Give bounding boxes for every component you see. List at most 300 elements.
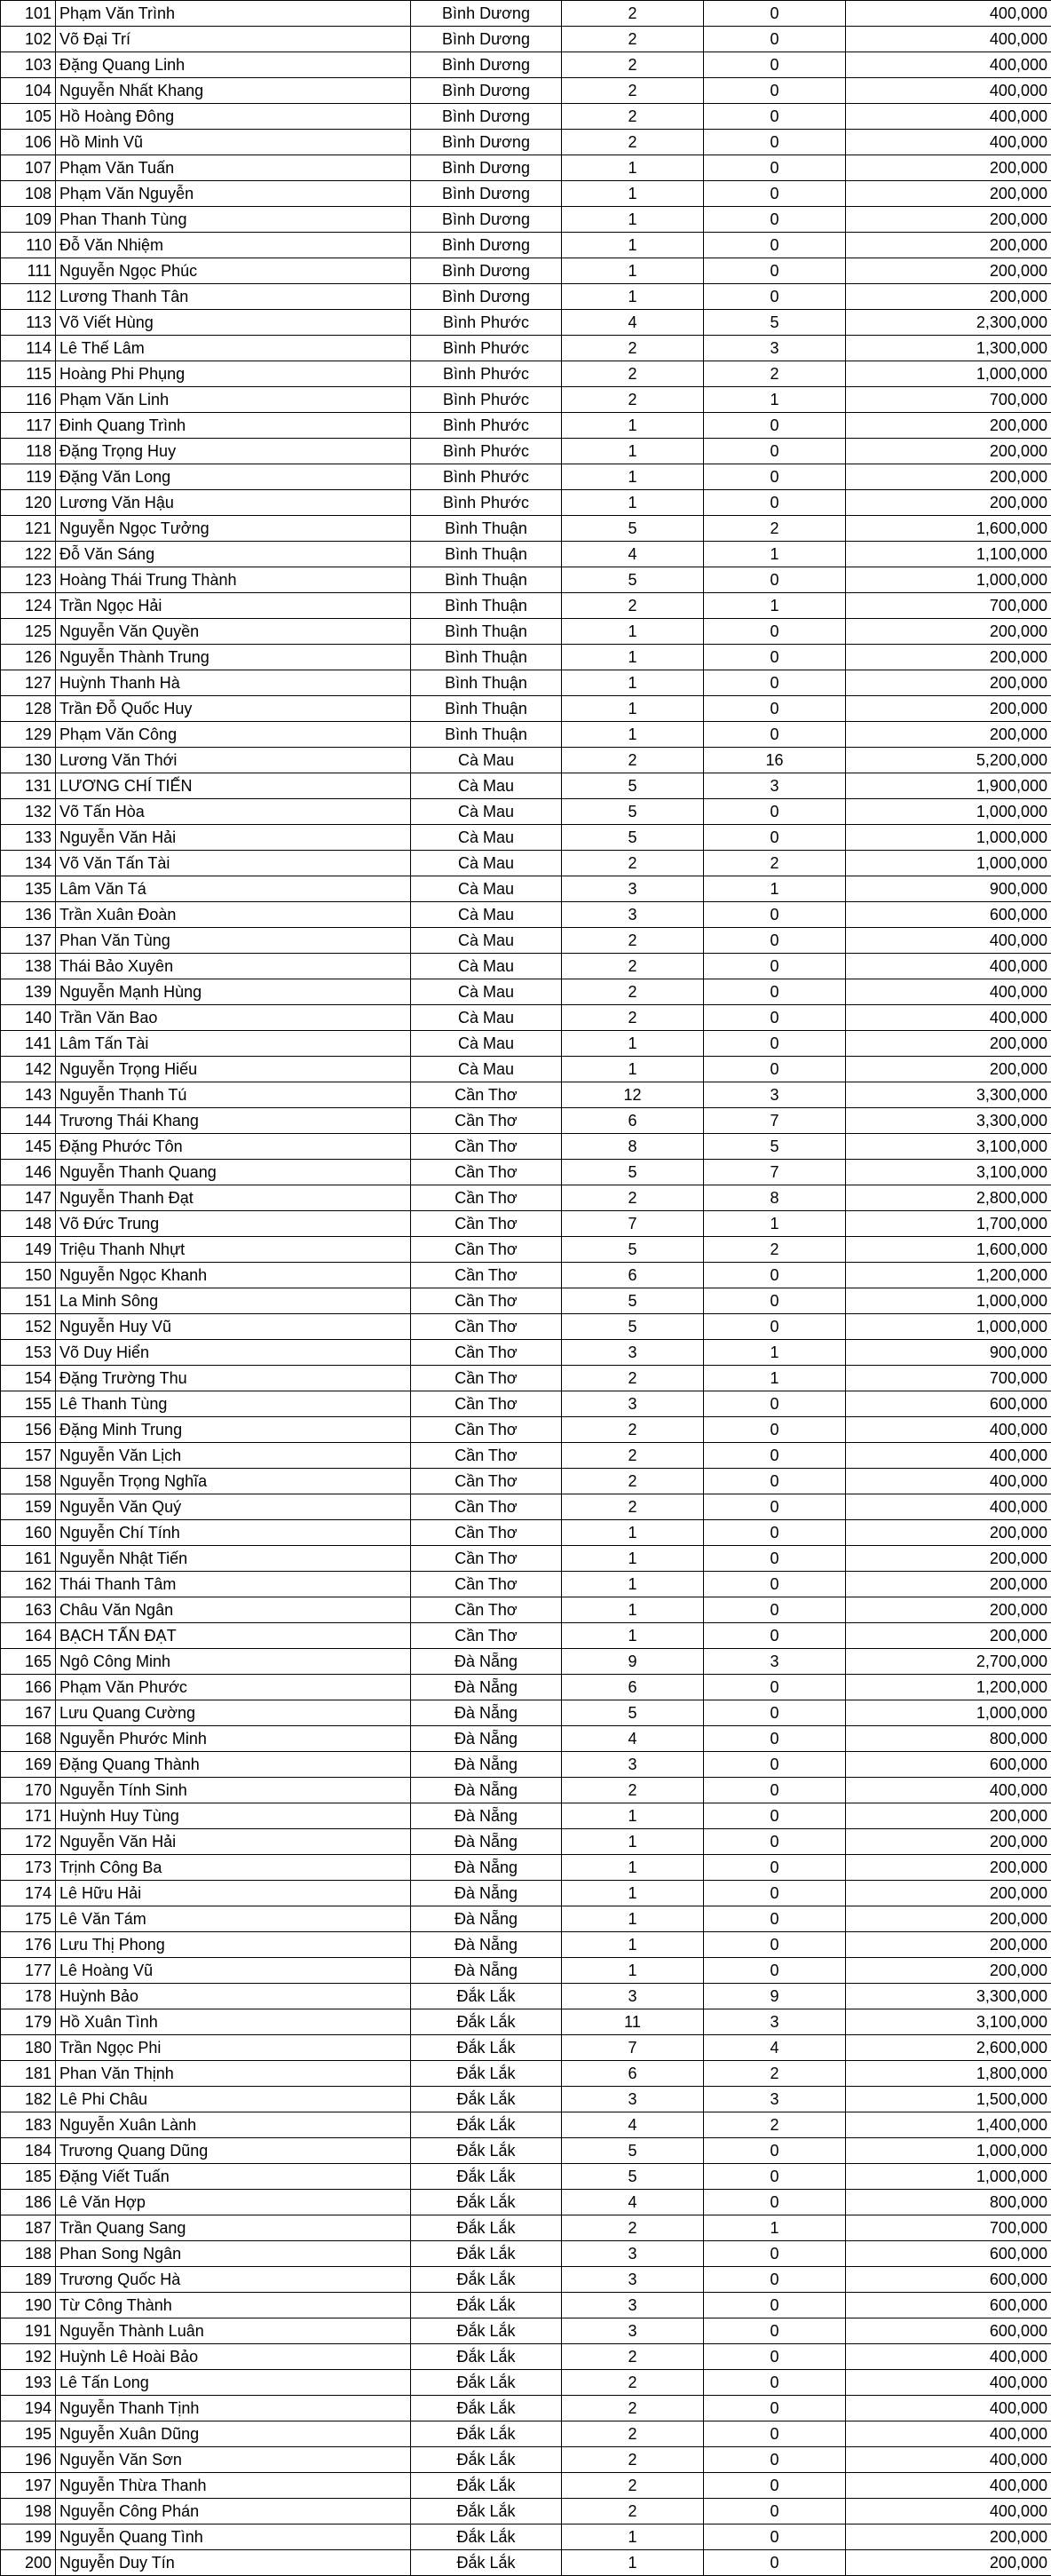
count-b-cell: 1: [704, 387, 846, 413]
name-cell: Nguyễn Ngọc Khanh: [56, 1263, 411, 1288]
name-cell: Đặng Quang Linh: [56, 52, 411, 78]
row-number-cell: 126: [1, 645, 56, 670]
count-b-cell: 0: [704, 1726, 846, 1752]
table-row: [1, 464, 1051, 490]
row-number-cell: 159: [1, 1494, 56, 1520]
count-b-cell: 7: [704, 1108, 846, 1134]
row-number-cell: 132: [1, 799, 56, 825]
table-row: [1, 155, 1051, 181]
table-row: [1, 1752, 1051, 1778]
count-a-cell: 1: [562, 1520, 704, 1546]
amount-cell: 400,000: [846, 2344, 1051, 2370]
count-b-cell: 0: [704, 1906, 846, 1932]
table-row: [1, 2112, 1051, 2138]
count-a-cell: 2: [562, 2215, 704, 2241]
count-b-cell: 0: [704, 2370, 846, 2396]
row-number-cell: 139: [1, 979, 56, 1005]
amount-cell: 1,800,000: [846, 2061, 1051, 2087]
province-cell: Cần Thơ: [411, 1134, 562, 1160]
row-number-cell: 141: [1, 1031, 56, 1057]
amount-cell: 200,000: [846, 1881, 1051, 1906]
row-number-cell: 172: [1, 1829, 56, 1855]
name-cell: Nguyễn Thanh Tịnh: [56, 2396, 411, 2421]
table-row: [1, 567, 1051, 593]
count-b-cell: 1: [704, 2215, 846, 2241]
row-number-cell: 185: [1, 2164, 56, 2190]
table-row: [1, 104, 1051, 130]
amount-cell: 2,700,000: [846, 1649, 1051, 1675]
row-number-cell: 166: [1, 1675, 56, 1700]
name-cell: Nguyễn Thanh Quang: [56, 1160, 411, 1185]
table-row: [1, 1263, 1051, 1288]
province-cell: Đà Nẵng: [411, 1855, 562, 1881]
count-b-cell: 0: [704, 696, 846, 722]
count-b-cell: 0: [704, 2499, 846, 2524]
table-row: [1, 1005, 1051, 1031]
name-cell: Nguyễn Thanh Đạt: [56, 1185, 411, 1211]
amount-cell: 200,000: [846, 181, 1051, 207]
count-b-cell: 4: [704, 2035, 846, 2061]
row-number-cell: 104: [1, 78, 56, 104]
count-b-cell: 0: [704, 2190, 846, 2215]
count-b-cell: 0: [704, 1391, 846, 1417]
count-a-cell: 2: [562, 104, 704, 130]
table-row: [1, 2550, 1051, 2576]
row-number-cell: 130: [1, 748, 56, 773]
count-a-cell: 2: [562, 130, 704, 155]
province-cell: Đà Nẵng: [411, 1906, 562, 1932]
count-a-cell: 2: [562, 851, 704, 876]
count-b-cell: 0: [704, 2447, 846, 2473]
row-number-cell: 111: [1, 258, 56, 284]
count-a-cell: 2: [562, 78, 704, 104]
province-cell: Cần Thơ: [411, 1546, 562, 1572]
count-a-cell: 6: [562, 1108, 704, 1134]
row-number-cell: 133: [1, 825, 56, 851]
name-cell: Phan Văn Tùng: [56, 928, 411, 954]
count-b-cell: 2: [704, 851, 846, 876]
province-cell: Đắk Lắk: [411, 1984, 562, 2009]
province-cell: Đắk Lắk: [411, 2396, 562, 2421]
count-a-cell: 4: [562, 542, 704, 567]
name-cell: Võ Tấn Hòa: [56, 799, 411, 825]
province-cell: Đà Nẵng: [411, 1932, 562, 1958]
province-cell: Bình Dương: [411, 130, 562, 155]
count-a-cell: 1: [562, 233, 704, 258]
amount-cell: 400,000: [846, 1778, 1051, 1803]
name-cell: Nguyễn Văn Hải: [56, 1829, 411, 1855]
count-a-cell: 8: [562, 1134, 704, 1160]
count-a-cell: 6: [562, 2061, 704, 2087]
province-cell: Bình Dương: [411, 52, 562, 78]
name-cell: LƯƠNG CHÍ TIẾN: [56, 773, 411, 799]
count-b-cell: 0: [704, 1546, 846, 1572]
table-row: [1, 2293, 1051, 2318]
name-cell: Đặng Văn Long: [56, 464, 411, 490]
province-cell: Bình Phước: [411, 310, 562, 336]
row-number-cell: 192: [1, 2344, 56, 2370]
amount-cell: 400,000: [846, 2421, 1051, 2447]
table-row: [1, 696, 1051, 722]
table-row: [1, 1700, 1051, 1726]
province-cell: Bình Dương: [411, 284, 562, 310]
count-a-cell: 3: [562, 2267, 704, 2293]
count-a-cell: 2: [562, 1417, 704, 1443]
province-cell: Cần Thơ: [411, 1520, 562, 1546]
count-b-cell: 0: [704, 1675, 846, 1700]
count-a-cell: 1: [562, 722, 704, 748]
row-number-cell: 121: [1, 516, 56, 542]
name-cell: Lê Thanh Tùng: [56, 1391, 411, 1417]
row-number-cell: 119: [1, 464, 56, 490]
name-cell: Nguyễn Văn Quyền: [56, 619, 411, 645]
row-number-cell: 117: [1, 413, 56, 439]
row-number-cell: 147: [1, 1185, 56, 1211]
count-b-cell: 0: [704, 284, 846, 310]
name-cell: Ngô Công Minh: [56, 1649, 411, 1675]
amount-cell: 400,000: [846, 130, 1051, 155]
amount-cell: 1,000,000: [846, 825, 1051, 851]
count-b-cell: 0: [704, 1855, 846, 1881]
name-cell: Phạm Văn Tuấn: [56, 155, 411, 181]
count-b-cell: 2: [704, 1237, 846, 1263]
count-a-cell: 3: [562, 1391, 704, 1417]
province-cell: Bình Thuận: [411, 670, 562, 696]
table-row: [1, 78, 1051, 104]
name-cell: Lâm Tấn Tài: [56, 1031, 411, 1057]
count-a-cell: 5: [562, 1700, 704, 1726]
table-row: [1, 1829, 1051, 1855]
province-cell: Đà Nẵng: [411, 1829, 562, 1855]
row-number-cell: 120: [1, 490, 56, 516]
table-row: [1, 902, 1051, 928]
row-number-cell: 152: [1, 1314, 56, 1340]
count-b-cell: 3: [704, 773, 846, 799]
count-b-cell: 0: [704, 2524, 846, 2550]
amount-cell: 400,000: [846, 2370, 1051, 2396]
amount-cell: 200,000: [846, 1057, 1051, 1082]
table-row: [1, 336, 1051, 361]
province-cell: Đắk Lắk: [411, 2550, 562, 2576]
table-row: [1, 361, 1051, 387]
province-cell: Bình Phước: [411, 336, 562, 361]
amount-cell: 200,000: [846, 258, 1051, 284]
count-b-cell: 0: [704, 2344, 846, 2370]
count-b-cell: 0: [704, 413, 846, 439]
province-cell: Bình Dương: [411, 207, 562, 233]
table-row: [1, 490, 1051, 516]
count-a-cell: 7: [562, 1211, 704, 1237]
table-row: [1, 2318, 1051, 2344]
count-a-cell: 2: [562, 361, 704, 387]
name-cell: Lưu Thị Phong: [56, 1932, 411, 1958]
name-cell: Hồ Xuân Tình: [56, 2009, 411, 2035]
province-cell: Bình Phước: [411, 464, 562, 490]
count-a-cell: 1: [562, 2550, 704, 2576]
row-number-cell: 200: [1, 2550, 56, 2576]
name-cell: Đặng Minh Trung: [56, 1417, 411, 1443]
name-cell: Lê Hoàng Vũ: [56, 1958, 411, 1984]
name-cell: Nguyễn Thành Trung: [56, 645, 411, 670]
province-cell: Bình Phước: [411, 490, 562, 516]
row-number-cell: 146: [1, 1160, 56, 1185]
amount-cell: 200,000: [846, 619, 1051, 645]
table-row: [1, 2087, 1051, 2112]
name-cell: Nguyễn Xuân Lành: [56, 2112, 411, 2138]
count-a-cell: 2: [562, 1778, 704, 1803]
province-cell: Đắk Lắk: [411, 2318, 562, 2344]
row-number-cell: 167: [1, 1700, 56, 1726]
count-a-cell: 11: [562, 2009, 704, 2035]
count-a-cell: 3: [562, 1752, 704, 1778]
name-cell: Trần Văn Bao: [56, 1005, 411, 1031]
count-b-cell: 1: [704, 593, 846, 619]
name-cell: Trần Ngọc Hải: [56, 593, 411, 619]
name-cell: Phạm Văn Phước: [56, 1675, 411, 1700]
province-cell: Bình Thuận: [411, 516, 562, 542]
name-cell: Lương Văn Hậu: [56, 490, 411, 516]
province-cell: Đà Nẵng: [411, 1700, 562, 1726]
province-cell: Đắk Lắk: [411, 2112, 562, 2138]
name-cell: Nguyễn Thanh Tú: [56, 1082, 411, 1108]
province-cell: Cà Mau: [411, 1057, 562, 1082]
province-cell: Đà Nẵng: [411, 1778, 562, 1803]
name-cell: Huỳnh Huy Tùng: [56, 1803, 411, 1829]
row-number-cell: 156: [1, 1417, 56, 1443]
table-row: [1, 1134, 1051, 1160]
province-cell: Đắk Lắk: [411, 2267, 562, 2293]
amount-cell: 700,000: [846, 1366, 1051, 1391]
count-b-cell: 0: [704, 1958, 846, 1984]
table-row: [1, 1932, 1051, 1958]
count-a-cell: 2: [562, 1443, 704, 1469]
count-b-cell: 9: [704, 1984, 846, 2009]
table-row: [1, 207, 1051, 233]
province-cell: Đắk Lắk: [411, 2035, 562, 2061]
table-row: [1, 2138, 1051, 2164]
table-row: [1, 2370, 1051, 2396]
province-cell: Bình Dương: [411, 1, 562, 27]
province-cell: Đắk Lắk: [411, 2009, 562, 2035]
amount-cell: 1,900,000: [846, 773, 1051, 799]
count-b-cell: 0: [704, 567, 846, 593]
name-cell: Đặng Viết Tuấn: [56, 2164, 411, 2190]
count-a-cell: 2: [562, 2370, 704, 2396]
province-cell: Đà Nẵng: [411, 1649, 562, 1675]
row-number-cell: 137: [1, 928, 56, 954]
province-cell: Cần Thơ: [411, 1237, 562, 1263]
name-cell: Nguyễn Quang Tình: [56, 2524, 411, 2550]
amount-cell: 700,000: [846, 593, 1051, 619]
name-cell: Nguyễn Văn Lịch: [56, 1443, 411, 1469]
table-row: [1, 1108, 1051, 1134]
count-b-cell: 0: [704, 2241, 846, 2267]
table-row: [1, 1597, 1051, 1623]
count-a-cell: 2: [562, 2421, 704, 2447]
amount-cell: 200,000: [846, 1932, 1051, 1958]
name-cell: Đỗ Văn Nhiệm: [56, 233, 411, 258]
amount-cell: 1,000,000: [846, 2138, 1051, 2164]
table-row: [1, 1984, 1051, 2009]
count-b-cell: 0: [704, 439, 846, 464]
province-cell: Cần Thơ: [411, 1082, 562, 1108]
count-b-cell: 0: [704, 181, 846, 207]
table-row: [1, 773, 1051, 799]
amount-cell: 200,000: [846, 2524, 1051, 2550]
amount-cell: 1,000,000: [846, 799, 1051, 825]
count-b-cell: 0: [704, 1, 846, 27]
table-row: [1, 670, 1051, 696]
amount-cell: 400,000: [846, 78, 1051, 104]
name-cell: Nguyễn Huy Vũ: [56, 1314, 411, 1340]
row-number-cell: 179: [1, 2009, 56, 2035]
count-a-cell: 1: [562, 696, 704, 722]
row-number-cell: 188: [1, 2241, 56, 2267]
name-cell: BẠCH TẤN ĐẠT: [56, 1623, 411, 1649]
name-cell: Phan Song Ngân: [56, 2241, 411, 2267]
row-number-cell: 183: [1, 2112, 56, 2138]
table-row: [1, 1469, 1051, 1494]
table-row: [1, 2215, 1051, 2241]
count-a-cell: 1: [562, 1623, 704, 1649]
count-a-cell: 1: [562, 413, 704, 439]
table-row: [1, 284, 1051, 310]
table-row: [1, 1366, 1051, 1391]
row-number-cell: 116: [1, 387, 56, 413]
province-cell: Đắk Lắk: [411, 2499, 562, 2524]
amount-cell: 400,000: [846, 2447, 1051, 2473]
province-cell: Bình Dương: [411, 104, 562, 130]
count-b-cell: 0: [704, 1932, 846, 1958]
name-cell: Võ Viết Hùng: [56, 310, 411, 336]
amount-cell: 400,000: [846, 52, 1051, 78]
row-number-cell: 175: [1, 1906, 56, 1932]
amount-cell: 200,000: [846, 1855, 1051, 1881]
count-b-cell: 0: [704, 722, 846, 748]
count-b-cell: 0: [704, 799, 846, 825]
count-b-cell: 0: [704, 2267, 846, 2293]
province-cell: Bình Dương: [411, 258, 562, 284]
table-row: [1, 310, 1051, 336]
amount-cell: 200,000: [846, 490, 1051, 516]
table-row: [1, 1958, 1051, 1984]
count-b-cell: 0: [704, 155, 846, 181]
count-b-cell: 3: [704, 1649, 846, 1675]
province-cell: Cần Thơ: [411, 1572, 562, 1597]
row-number-cell: 127: [1, 670, 56, 696]
row-number-cell: 131: [1, 773, 56, 799]
amount-cell: 200,000: [846, 207, 1051, 233]
count-b-cell: 0: [704, 27, 846, 52]
count-b-cell: 0: [704, 130, 846, 155]
amount-cell: 200,000: [846, 1958, 1051, 1984]
table-row: [1, 1881, 1051, 1906]
table-row: [1, 1237, 1051, 1263]
row-number-cell: 165: [1, 1649, 56, 1675]
row-number-cell: 140: [1, 1005, 56, 1031]
table-row: [1, 387, 1051, 413]
name-cell: Hoàng Phi Phụng: [56, 361, 411, 387]
row-number-cell: 145: [1, 1134, 56, 1160]
province-cell: Đà Nẵng: [411, 1803, 562, 1829]
province-cell: Đà Nẵng: [411, 1726, 562, 1752]
table-row: [1, 2421, 1051, 2447]
table-row: [1, 748, 1051, 773]
row-number-cell: 177: [1, 1958, 56, 1984]
name-cell: Đặng Trường Thu: [56, 1366, 411, 1391]
count-b-cell: 0: [704, 233, 846, 258]
row-number-cell: 108: [1, 181, 56, 207]
row-number-cell: 182: [1, 2087, 56, 2112]
amount-cell: 2,300,000: [846, 310, 1051, 336]
table-row: [1, 2524, 1051, 2550]
name-cell: Nguyễn Chí Tính: [56, 1520, 411, 1546]
count-b-cell: 0: [704, 1469, 846, 1494]
table-row: [1, 2473, 1051, 2499]
row-number-cell: 163: [1, 1597, 56, 1623]
count-b-cell: 2: [704, 2061, 846, 2087]
amount-cell: 400,000: [846, 1417, 1051, 1443]
row-number-cell: 124: [1, 593, 56, 619]
table-row: [1, 1726, 1051, 1752]
count-a-cell: 2: [562, 1469, 704, 1494]
row-number-cell: 138: [1, 954, 56, 979]
row-number-cell: 173: [1, 1855, 56, 1881]
table-row: [1, 2396, 1051, 2421]
province-cell: Bình Phước: [411, 413, 562, 439]
count-a-cell: 2: [562, 2499, 704, 2524]
count-a-cell: 9: [562, 1649, 704, 1675]
name-cell: Phan Thanh Tùng: [56, 207, 411, 233]
name-cell: Huỳnh Thanh Hà: [56, 670, 411, 696]
name-cell: Trần Xuân Đoàn: [56, 902, 411, 928]
amount-cell: 200,000: [846, 1803, 1051, 1829]
count-a-cell: 1: [562, 1932, 704, 1958]
count-b-cell: 0: [704, 928, 846, 954]
name-cell: Trần Ngọc Phi: [56, 2035, 411, 2061]
province-cell: Cà Mau: [411, 851, 562, 876]
table-row: [1, 876, 1051, 902]
row-number-cell: 196: [1, 2447, 56, 2473]
count-a-cell: 4: [562, 2190, 704, 2215]
row-number-cell: 149: [1, 1237, 56, 1263]
name-cell: Võ Đại Trí: [56, 27, 411, 52]
province-cell: Cà Mau: [411, 825, 562, 851]
row-number-cell: 102: [1, 27, 56, 52]
count-b-cell: 0: [704, 1829, 846, 1855]
row-number-cell: 125: [1, 619, 56, 645]
count-b-cell: 0: [704, 1263, 846, 1288]
count-a-cell: 3: [562, 876, 704, 902]
count-a-cell: 1: [562, 1803, 704, 1829]
amount-cell: 700,000: [846, 387, 1051, 413]
province-cell: Đắk Lắk: [411, 2190, 562, 2215]
province-cell: Cần Thơ: [411, 1443, 562, 1469]
count-a-cell: 4: [562, 2112, 704, 2138]
row-number-cell: 174: [1, 1881, 56, 1906]
count-a-cell: 1: [562, 1057, 704, 1082]
province-cell: Cần Thơ: [411, 1288, 562, 1314]
count-b-cell: 0: [704, 954, 846, 979]
row-number-cell: 109: [1, 207, 56, 233]
amount-cell: 200,000: [846, 413, 1051, 439]
table-body: [1, 1, 1051, 2576]
name-cell: Trương Quang Dũng: [56, 2138, 411, 2164]
table-row: [1, 1211, 1051, 1237]
amount-cell: 400,000: [846, 1469, 1051, 1494]
row-number-cell: 153: [1, 1340, 56, 1366]
row-number-cell: 168: [1, 1726, 56, 1752]
